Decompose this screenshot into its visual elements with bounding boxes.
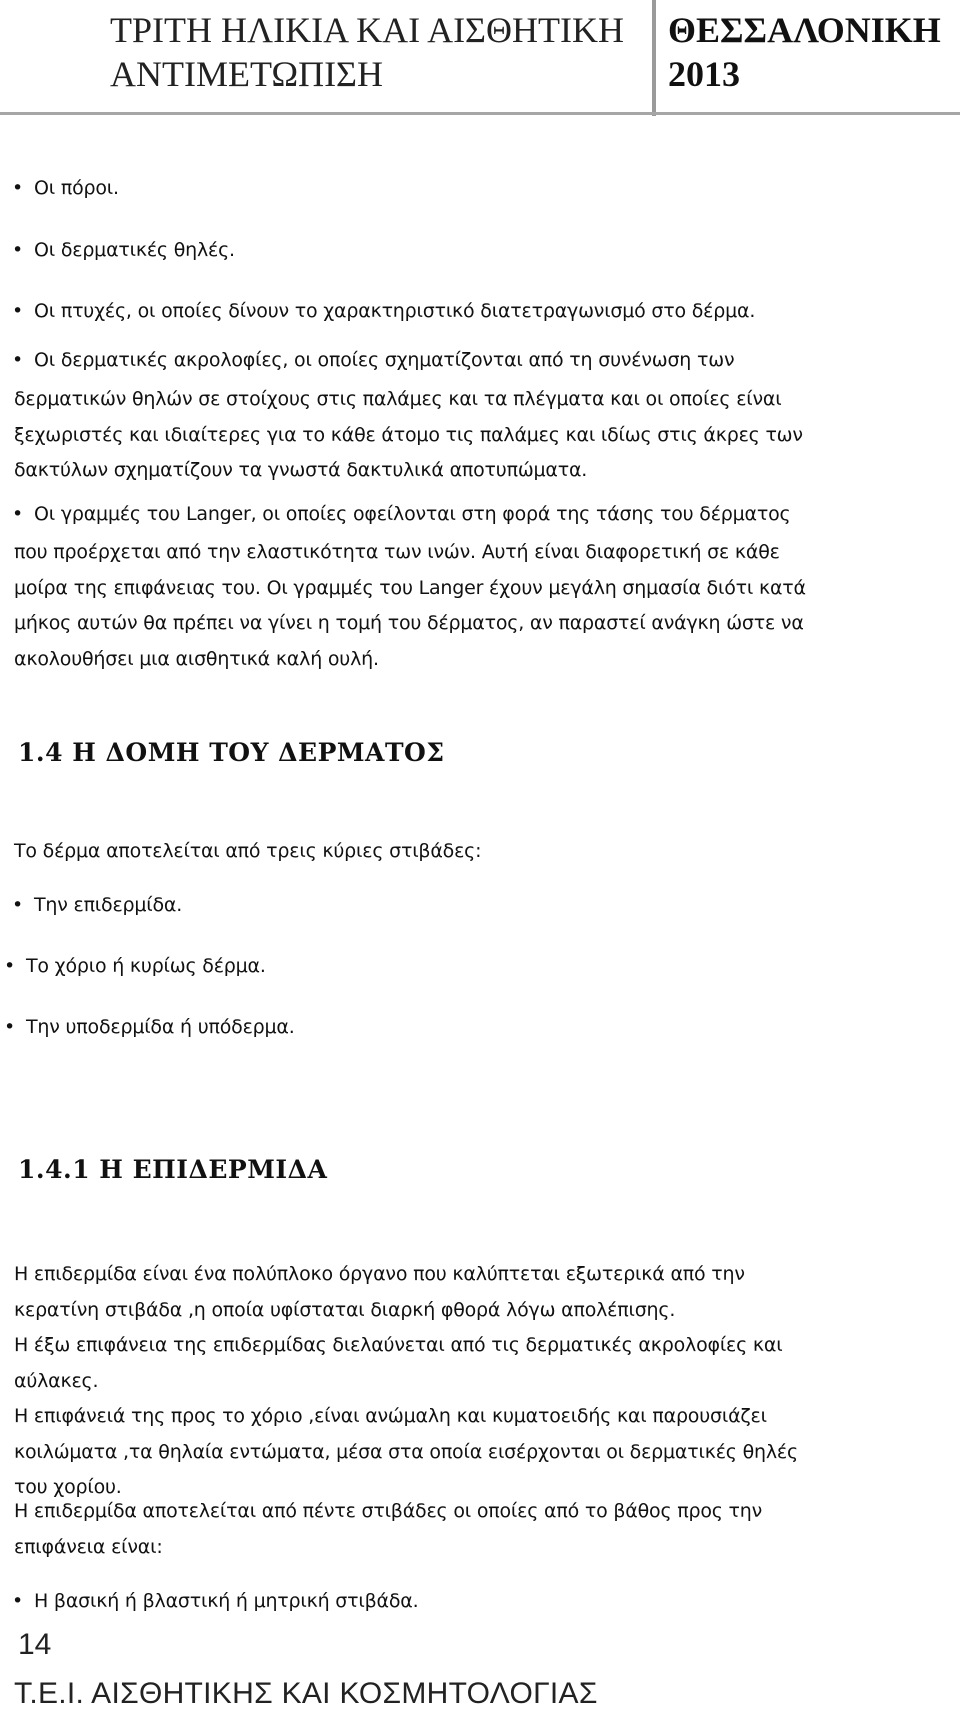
- text-line: κερατίνη στιβάδα ,η οποία υφίσταται διαρκή φθορά λόγω απολέπισης.: [14, 1298, 676, 1321]
- header-city: ΘΕΣΣΑΛΟΝΙΚΗ: [668, 10, 941, 50]
- subsection-heading: 1.4.1 Η ΕΠΙΔΕΡΜΙΔΑ: [18, 1155, 328, 1184]
- text-line: ακολουθήσει μια αισθητικά καλή ουλή.: [14, 647, 379, 670]
- header-year: 2013: [668, 54, 740, 94]
- header-title-line2: ΑΝΤΙΜΕΤΩΠΙΣΗ: [110, 54, 384, 94]
- header-location: [668, 8, 941, 96]
- text-line: του χορίου.: [14, 1476, 122, 1498]
- text-line: που προέρχεται από την ελαστικότητα των ινών. Αυτή είναι διαφορετική σε κάθε: [14, 541, 780, 563]
- header-divider: [652, 0, 656, 116]
- header-rule: [0, 112, 960, 115]
- text-line: Η επιδερμίδα αποτελείται από πέντε στιβάδες οι οποίες από το βάθος προς την: [14, 1500, 763, 1522]
- page-number: 14: [18, 1628, 52, 1661]
- text-line: Η επιφάνειά της προς το χόριο ,είναι ανώμαλη και κυματοειδής και παρουσιάζει: [14, 1405, 767, 1427]
- text-line: αύλακες.: [14, 1369, 99, 1392]
- text-line: Η επιδερμίδα είναι ένα πολύπλοκο όργανο που καλύπτεται εξωτερικά από την: [14, 1263, 745, 1285]
- text-line: ξεχωριστές και ιδιαίτερες για το κάθε άτομο τις παλάμες και ιδίως στις άκρες των: [14, 423, 803, 446]
- list-item: • Οι γραμμές του Langer, οι οποίες οφείλονται στη φορά της τάσης του δέρματος: [34, 503, 790, 525]
- list-item: • Οι πόροι.: [34, 177, 119, 199]
- list-item: • Οι δερματικές ακρολοφίες, οι οποίες σχηματίζονται από τη συνένωση των: [34, 349, 734, 371]
- section-heading: 1.4 Η ΔΟΜΗ ΤΟΥ ΔΕΡΜΑΤΟΣ: [18, 738, 445, 767]
- text-line: δακτύλων σχηματίζουν τα γνωστά δακτυλικά αποτυπώματα.: [14, 459, 588, 481]
- text-line: δερματικών θηλών σε στοίχους στις παλάμες και τα πλέγματα και οι οποίες είναι: [14, 388, 782, 410]
- header-title: [110, 8, 645, 96]
- header-title-line1: ΤΡΙΤΗ ΗΛΙΚΙΑ ΚΑΙ ΑΙΣΘΗΤΙΚΗ: [110, 10, 624, 50]
- list-item: • Την υποδερμίδα ή υπόδερμα.: [26, 1016, 295, 1038]
- text-line: μήκος αυτών θα πρέπει να γίνει η τομή του δέρματος, αν παραστεί ανάγκη ώστε να: [14, 612, 804, 634]
- list-item: • Την επιδερμίδα.: [34, 894, 182, 916]
- list-item: • Οι δερματικές θηλές.: [34, 239, 235, 261]
- text-line: κοιλώματα ,τα θηλαία εντώματα, μέσα στα οποία εισέρχονται οι δερματικές θηλές: [14, 1440, 798, 1463]
- list-item-continued: [14, 382, 924, 489]
- paragraph: [14, 1257, 924, 1506]
- section-intro: Το δέρμα αποτελείται από τρεις κύριες στιβάδες:: [14, 840, 482, 862]
- paragraph: [14, 1494, 924, 1565]
- text-line: Η έξω επιφάνεια της επιδερμίδας διελαύνεται από τις δερματικές ακρολοφίες και: [14, 1334, 783, 1356]
- text-line: μοίρα της επιφάνειας του. Οι γραμμές του Langer έχουν μεγάλη σημασία διότι κατά: [14, 576, 806, 599]
- list-item: • Οι πτυχές, οι οποίες δίνουν το χαρακτηριστικό διατετραγωνισμό στο δέρμα.: [34, 300, 755, 322]
- list-item: • Η βασική ή βλαστική ή μητρική στιβάδα.: [34, 1590, 418, 1612]
- list-item: • Το χόριο ή κυρίως δέρμα.: [26, 955, 266, 977]
- list-item-continued: [14, 535, 924, 677]
- text-line: επιφάνεια είναι:: [14, 1535, 163, 1558]
- footer-institution: Τ.Ε.Ι. ΑΙΣΘΗΤΙΚΗΣ ΚΑΙ ΚΟΣΜΗΤΟΛΟΓΙΑΣ: [14, 1677, 598, 1710]
